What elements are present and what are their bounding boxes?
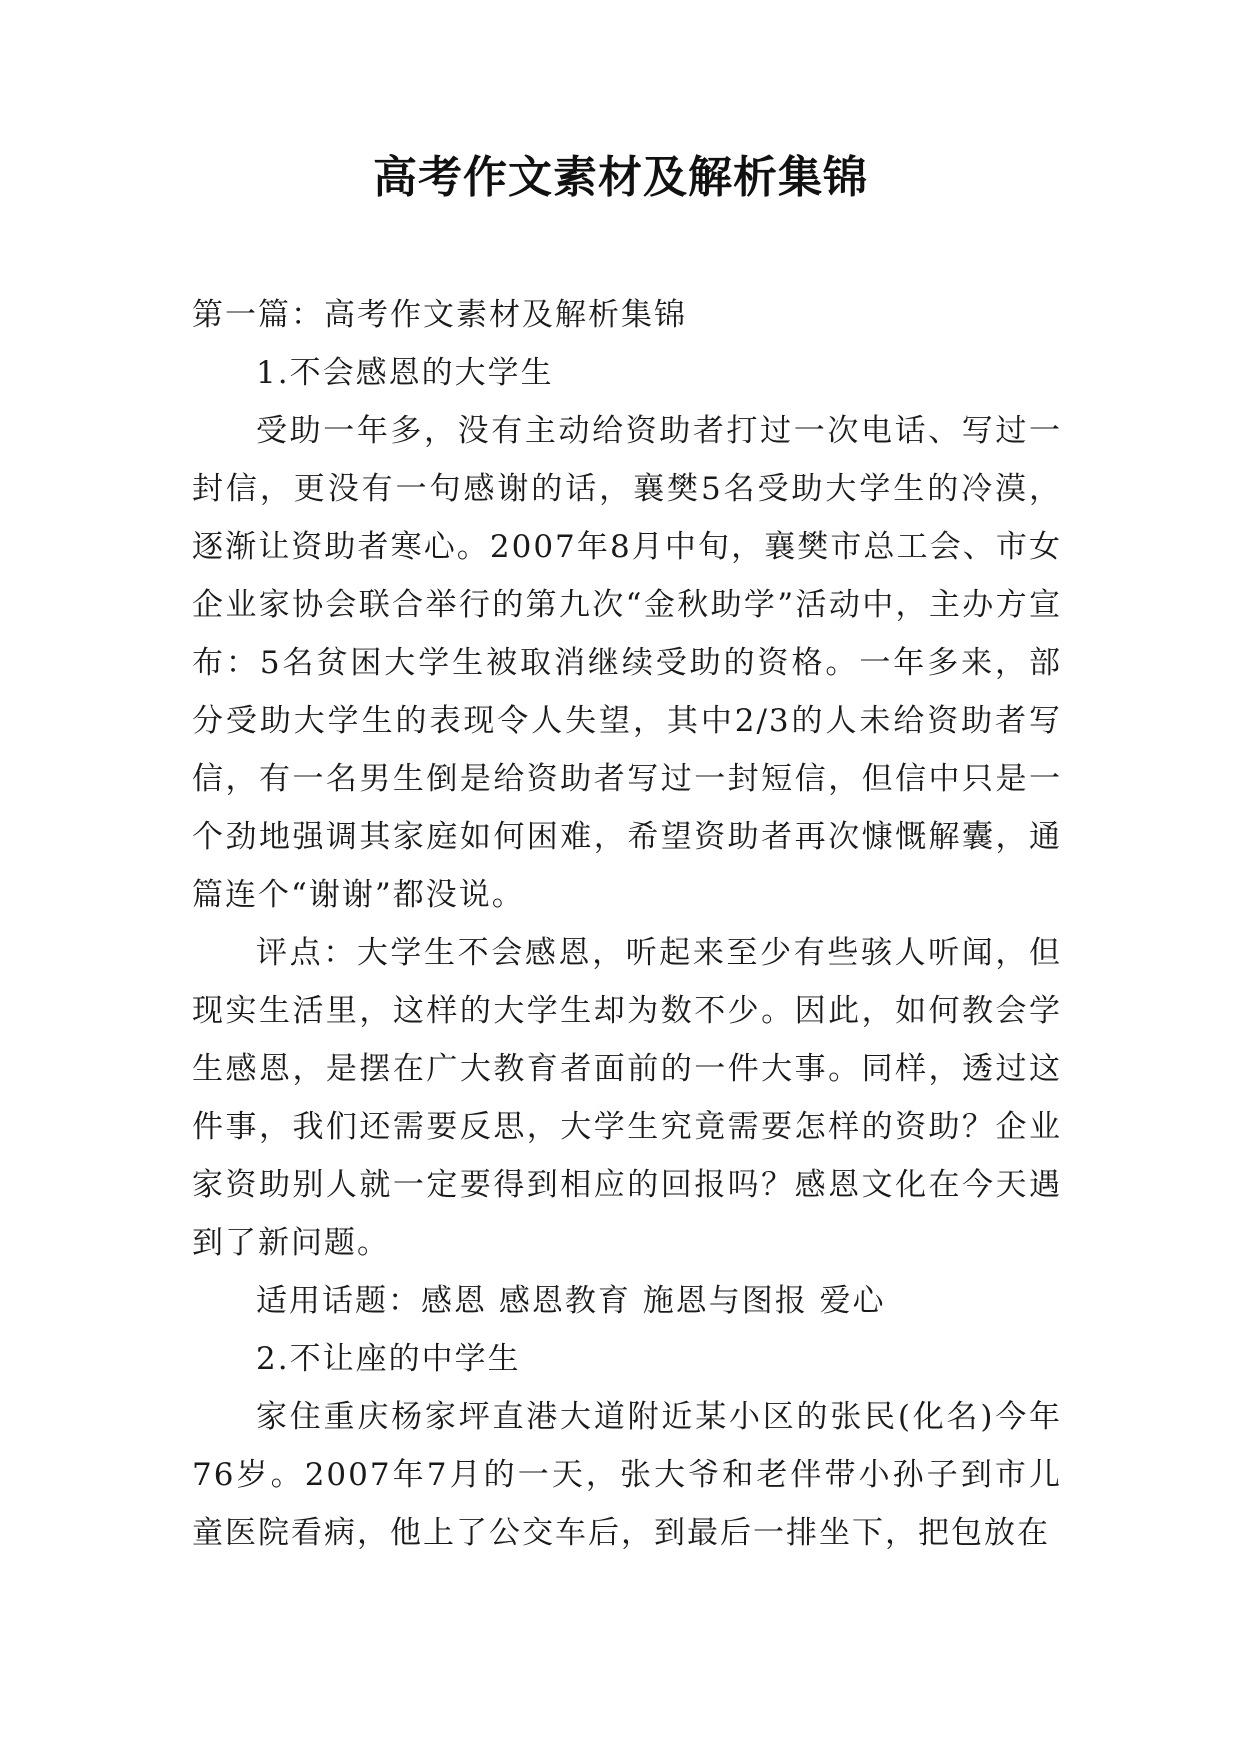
document-paragraph: 适用话题：感恩 感恩教育 施恩与图报 爱心 <box>256 1283 886 1319</box>
section-heading: 第一篇：高考作文素材及解析集锦 <box>192 297 687 333</box>
item-heading: 1.不会感恩的大学生 <box>256 355 554 391</box>
document-paragraph: 评点：大学生不会感恩，听起来至少有些骇人听闻，但现实生活里，这样的大学生却为数不少。因此，如何教会学生感恩，是摆在广大教育者面前的一件大事。同样，透过这件事，我们还需要反思，大学生究竟需要怎样的资助？企业家资助别人就一定要得到相应的回报吗？感恩文化在今天遇到了新问题。 <box>192 935 1062 1261</box>
document-title: 高考作文素材及解析集锦 <box>373 152 868 203</box>
item-heading: 2.不让座的中学生 <box>256 1341 521 1377</box>
document-body <box>192 286 1062 1562</box>
document-paragraph: 受助一年多，没有主动给资助者打过一次电话、写过一封信，更没有一句感谢的话，襄樊5名受助大学生的冷漠，逐渐让资助者寒心。2007年8月中旬，襄樊市总工会、市女企业家协会联合举行的第九次“金秋助学”活动中，主办方宣布：5名贫困大学生被取消继续受助的资格。一年多来，部分受助大学生的表现令人失望，其中2/3的人未给资助者写信，有一名男生倒是给资助者写过一封短信，但信中只是一个劲地强调其家庭如何困难，希望资助者再次慷慨解囊，通篇连个“谢谢”都没说。 <box>192 413 1062 913</box>
document-paragraph: 家住重庆杨家坪直港大道附近某小区的张民(化名)今年76岁。2007年7月的一天，张大爷和老伴带小孙子到市儿童医院看病，他上了公交车后，到最后一排坐下，把包放在 <box>192 1399 1062 1551</box>
